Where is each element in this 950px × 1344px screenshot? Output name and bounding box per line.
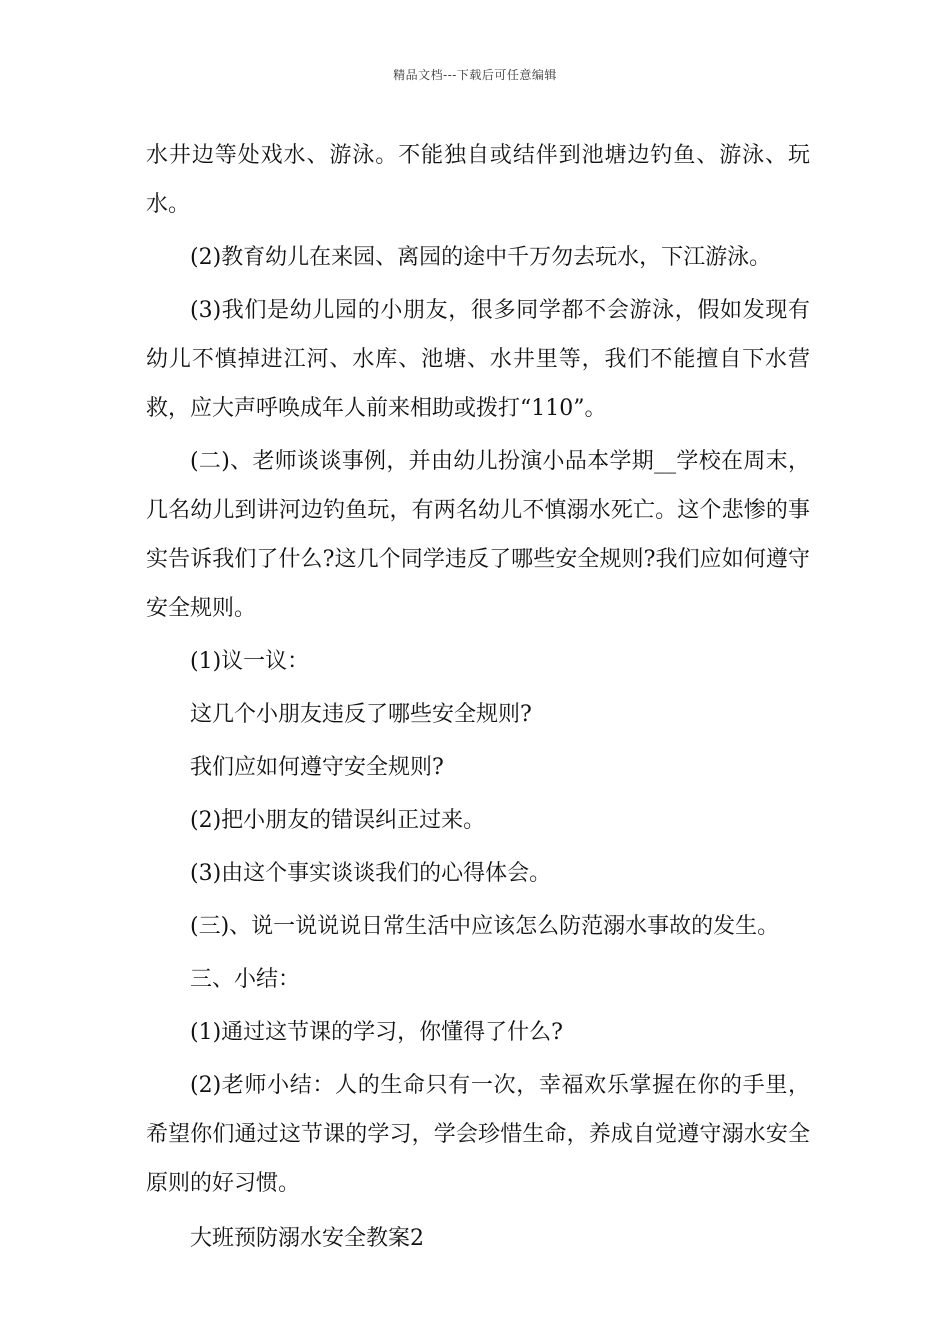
section-title: 大班预防溺水安全教案2	[190, 1226, 424, 1251]
paragraph-5: (1)议一议：	[190, 649, 310, 674]
paragraph-13: (2)老师小结：人的生命只有一次，幸福欢乐掌握在你的手里，希望你们通过这节课的学习，学会珍惜生命，养成自觉遵守溺水安全原则的好习惯。	[146, 1073, 810, 1196]
paragraph-7: 我们应如何遵守安全规则?	[190, 755, 444, 780]
paragraph-4: (二)、老师谈谈事例，并由幼儿扮演小品本学期__学校在周末，几名幼儿到讲河边钓鱼玩，有两名幼儿不慎溺水死亡。这个悲惨的事实告诉我们了什么?这几个同学违反了哪些安全规则?我们应如何遵守安全规则。	[146, 449, 810, 621]
paragraph-6: 这几个小朋友违反了哪些安全规则?	[190, 702, 532, 727]
paragraph-3: (3)我们是幼儿园的小朋友，很多同学都不会游泳，假如发现有幼儿不慎掉进江河、水库、池塘、水井里等，我们不能擅自下水营救，应大声呼唤成年人前来相助或拨打“110”。	[146, 298, 810, 421]
paragraph-9: (3)由这个事实谈谈我们的心得体会。	[190, 861, 552, 886]
document-body	[146, 127, 810, 1263]
page-header: 精品文档---下载后可任意编辑	[393, 68, 557, 82]
paragraph-11: 三、小结：	[190, 967, 301, 992]
paragraph-12: (1)通过这节课的学习，你懂得了什么?	[190, 1020, 563, 1045]
paragraph-10: (三)、说一说说说日常生活中应该怎么防范溺水事故的发生。	[190, 914, 780, 939]
paragraph-8: (2)把小朋友的错误纠正过来。	[190, 808, 486, 833]
paragraph-2: (2)教育幼儿在来园、离园的途中千万勿去玩水，下江游泳。	[190, 245, 772, 270]
paragraph-1: 水井边等处戏水、游泳。不能独自或结伴到池塘边钓鱼、游泳、玩水。	[146, 143, 810, 217]
